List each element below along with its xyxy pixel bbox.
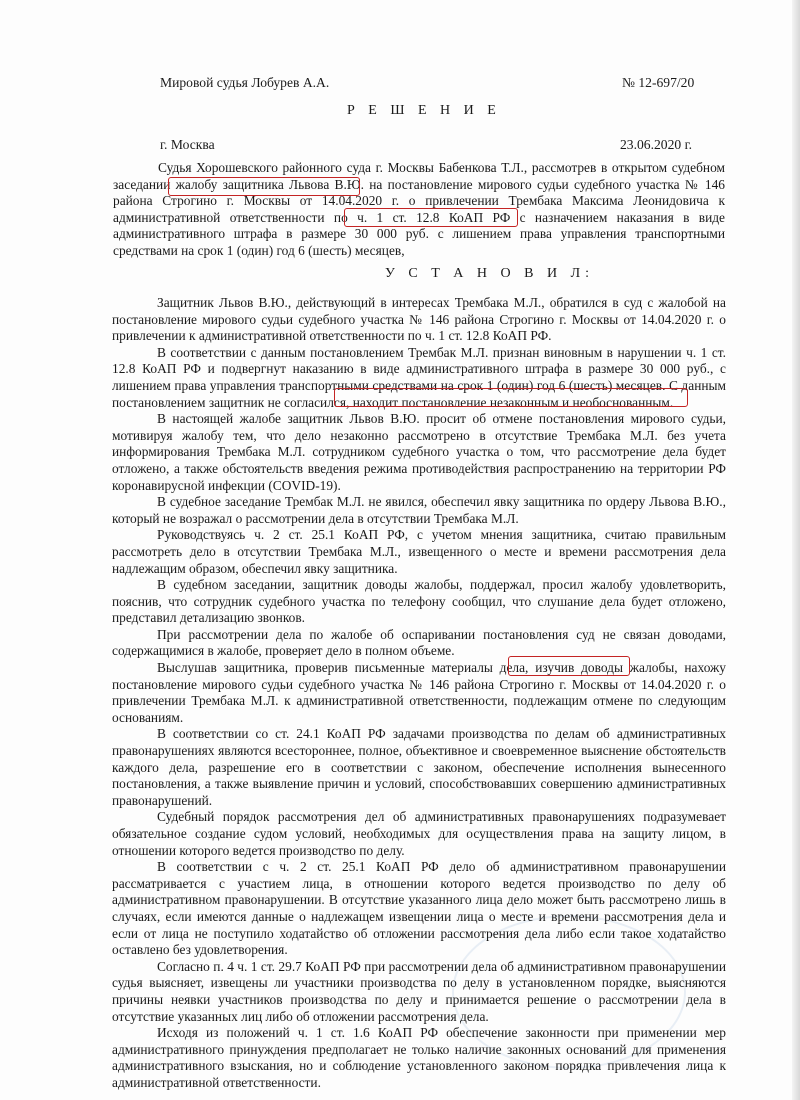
scan-edge [792,0,800,1100]
paragraph: При рассмотрении дела по жалобе об оспаривании постановления суд не связан доводами, содержащимися в жалобе, проверяет дело в полном объеме. [112,626,726,659]
established-heading: У С Т А Н О В И Л: [385,266,594,281]
intro-block [113,160,725,260]
city: г. Москва [160,137,215,152]
judge-name: Мировой судья Лобурев А.А. [160,75,330,90]
paragraph: Судебный порядок рассмотрения дел об административных правонарушениях подразумевает обязательное создание судом условий, необходимых для осуществления права на защиту лицом, в отношении которого ведется производство по делу. [112,809,726,858]
paragraph: В соответствии со ст. 24.1 КоАП РФ задачами производства по делам об административных правонарушениях являются всестороннее, полное, объективное и своевременное выяснение обстоятельств каждого дела, разрешение его в соответствии с законом, обеспечение исполнения вынесенного постановления, а также выявление причин и условий, способствовавших совершению административных правонарушений. [112,726,726,808]
paragraph: В судебном заседании, защитник доводы жалобы, поддержал, просил жалобу удовлетворить, пояснив, что сотрудник судебного участка по телефону сообщил, что слушание дела будет отложено, представил детализацию звонков. [112,577,726,626]
paragraph: Руководствуясь ч. 2 ст. 25.1 КоАП РФ, с учетом мнения защитника, считаю правильным рассмотреть дело в отсутствии Трембака М.Л., извещенного о месте и времени рассмотрения дела надлежащим образом, обеспечил явку защитника. [112,527,726,576]
case-number: № 12-697/20 [622,75,695,90]
paragraph: В соответствии с данным постановлением Трембак М.Л. признан виновным в нарушении ч. 1 ст. 12.8 КоАП РФ и подвергнут наказанию в виде административного штрафа в размере 30 000 руб., с лишением права управления транспортными средствами на срок 1 (один) год 6 (шесть) месяцев. С данным постановлением защитник не согласился, находит постановление незаконным и необоснованным. [112,344,726,410]
paragraph: Исходя из положений ч. 1 ст. 1.6 КоАП РФ обеспечение законности при применении мер административного принуждения предполагает не только наличие законных оснований для применения административного взыскания, но и соблюдение установленного законом порядка привлечения лица к административной ответственности. [112,1025,726,1090]
paragraph-intro: Судья Хорошевского районного суда г. Москвы Бабенкова Т.Л., рассмотрев в открытом судебном заседании жалобу защитника Львова В.Ю. на постановление мирового судьи судебного участка № 146 района Строгино г. Москвы от 14.04.2020 г. о привлечении Трембака Максима Леонидовича к административной ответственности по ч. 1 ст. 12.8 КоАП РФ с назначением наказания в виде административного штрафа в размере 30 000 руб. с лишением права управления транспортными средствами на срок 1 (один) год 6 (шесть) месяцев, [113,160,725,258]
paragraph: Выслушав защитника, проверив письменные материалы дела, изучив доводы жалобы, нахожу постановление мирового судьи судебного участка № 146 района Строгино г. Москвы от 14.04.2020 г. о привлечении Трембака М.Л. к административной ответственности, подлежащим отмене по следующим основаниям. [112,660,726,725]
document-title: Р Е Ш Е Н И Е [347,103,501,118]
paragraph: Согласно п. 4 ч. 1 ст. 29.7 КоАП РФ при рассмотрении дела об административном правонарушении судья выясняет, извещены ли участники производства по делу в установленном порядке, выясняются причины неявки участников производства по делу и принимается решение о рассмотрении дела в отсутствие указанных лиц либо об отложении рассмотрения дела. [112,958,726,1024]
paragraph: Защитник Львов В.Ю., действующий в интересах Трембака М.Л., обратился в суд с жалобой на постановление мирового судьи судебного участка № 146 района Строгино г. Москвы от 14.04.2020 г. о привлечении к административной ответственности по ч. 1 ст. 12.8 КоАП РФ. [112,295,726,344]
paragraph: В судебное заседание Трембак М.Л. не явился, обеспечил явку защитника по ордеру Львова В.Ю., который не возражал о рассмотрении дела в отсутствии Трембака М.Л. [112,494,726,526]
paragraph: В соответствии с ч. 2 ст. 25.1 КоАП РФ дело об административном правонарушении рассматривается с участием лица, в отношении которого ведется производство по делу об административном правонарушении. В отсутствие указанного лица дело может быть рассмотрено лишь в случаях, если имеются данные о надлежащем извещении лица о месте и времени рассмотрения дела и если от лица не поступило ходатайство об отложении рассмотрения дела либо если такое ходатайство оставлено без удовлетворения. [112,859,726,958]
paragraph: В настоящей жалобе защитник Львов В.Ю. просит об отмене постановления мирового судьи, мотивируя жалобу тем, что дело незаконно рассмотрено в отсутствие Трембака М.Л. без учета информирования Трембака М.Л. сотрудником судебного участка о том, что рассмотрение дела будет отложено, а также обстоятельств введения режима противодействия распространению на территории РФ коронавирусной инфекции (COVID-19). [112,411,726,493]
body-block [112,295,726,1092]
document-date: 23.06.2020 г. [620,137,693,152]
